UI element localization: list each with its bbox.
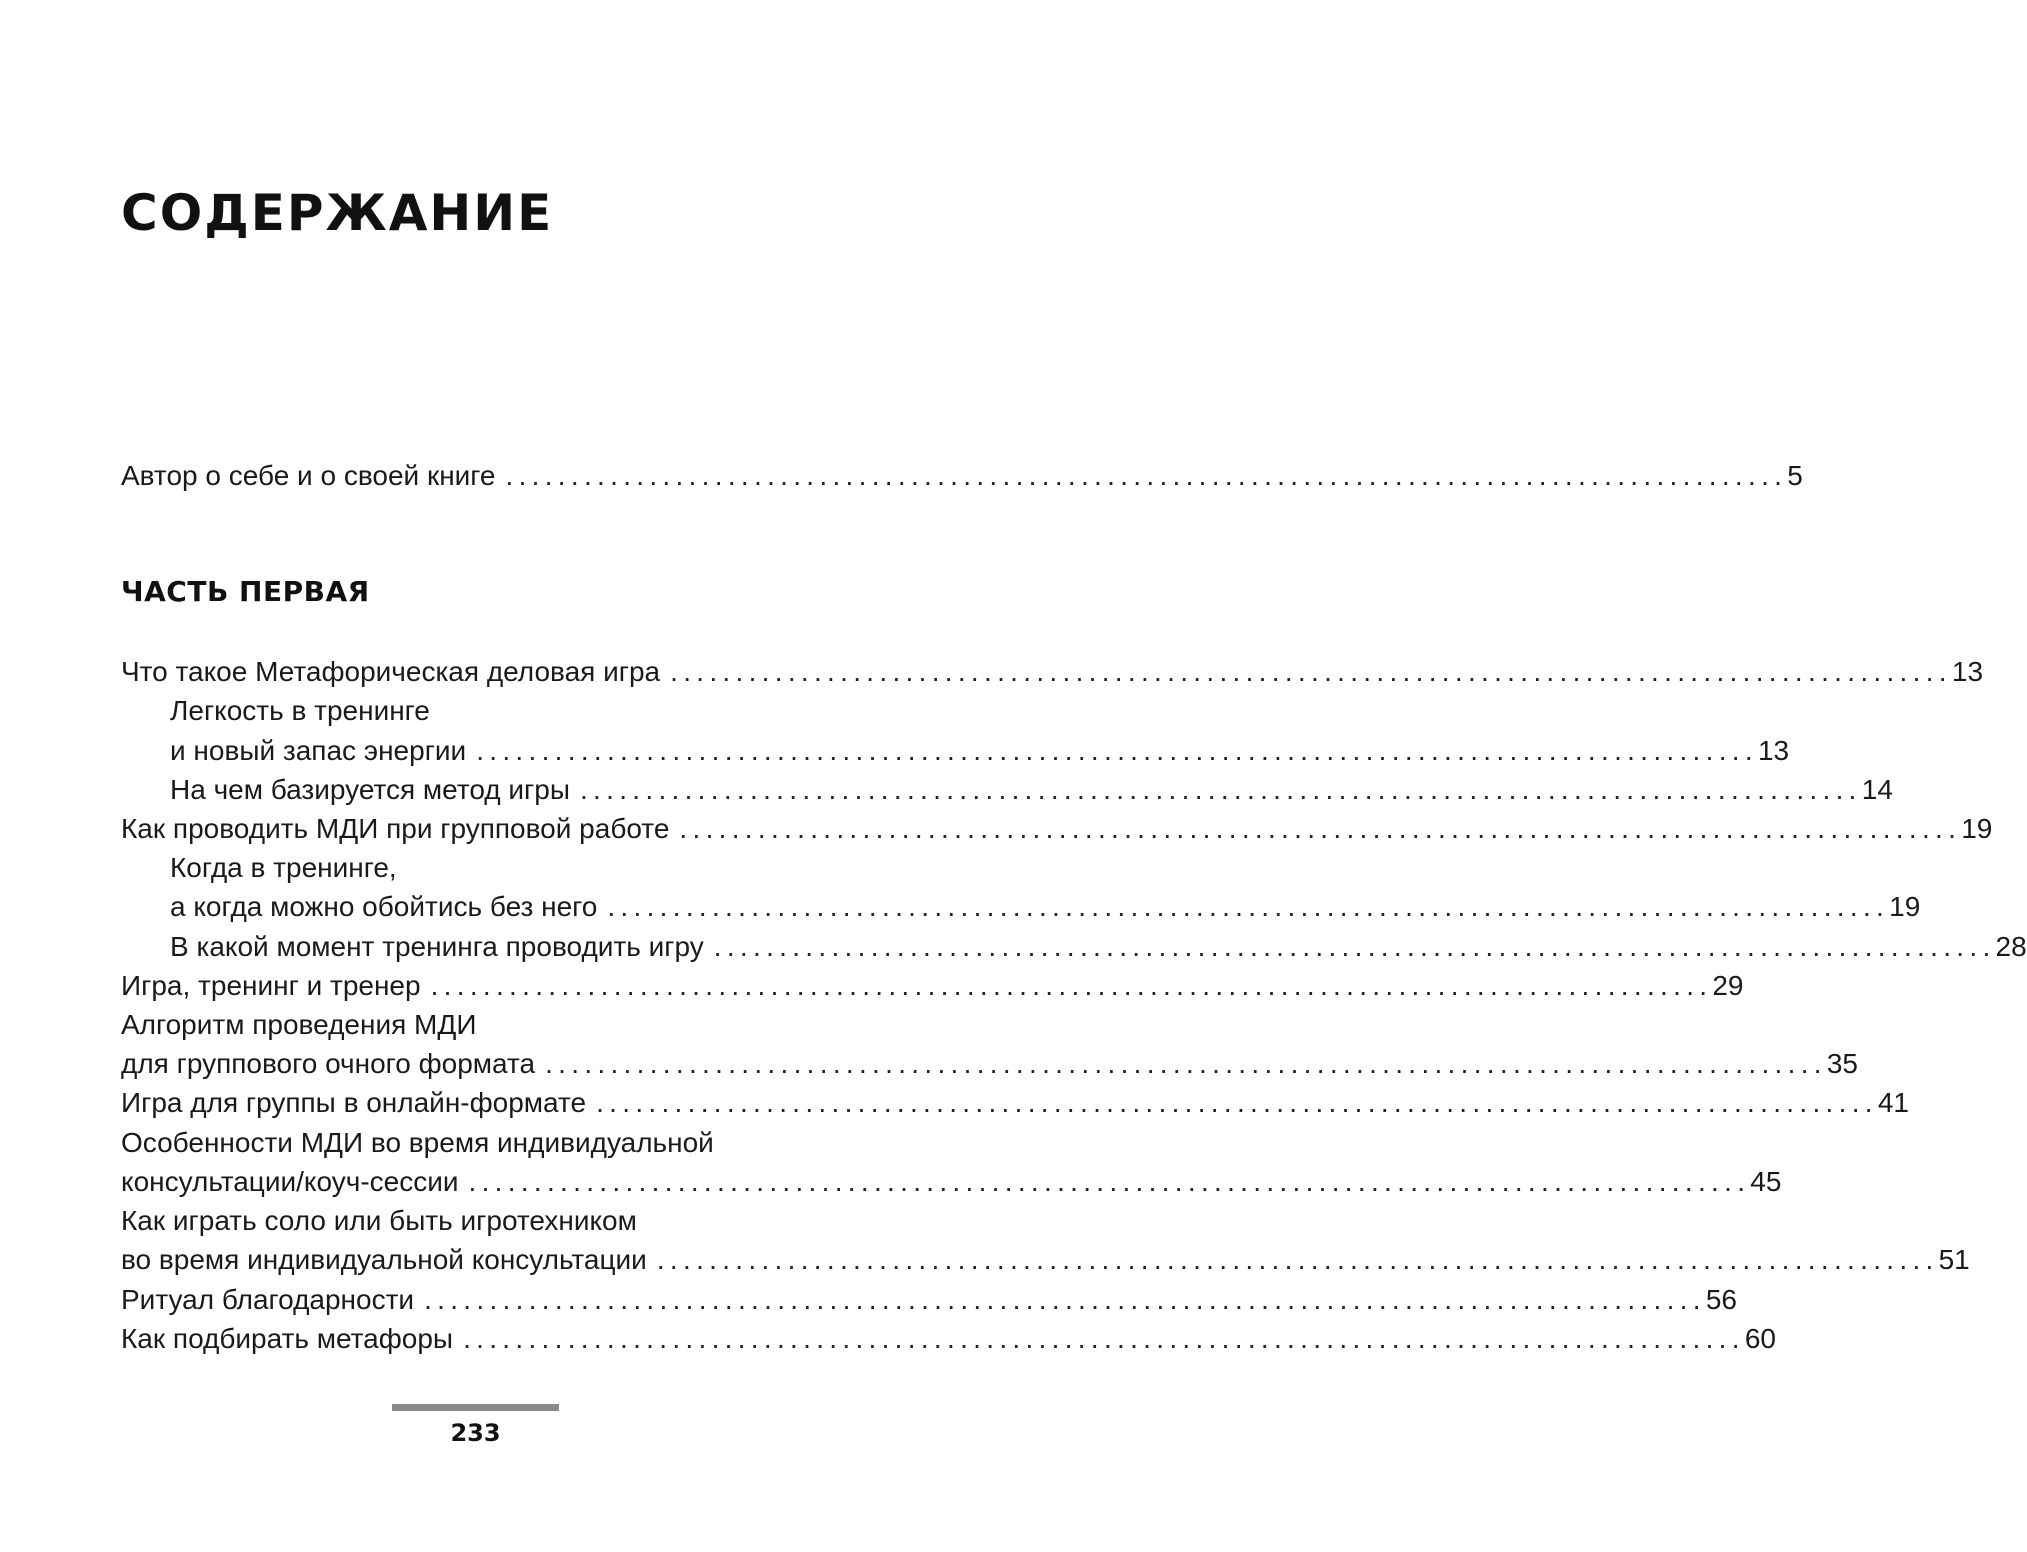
toc-entry (121, 966, 1744, 1006)
toc-page-number: 13 (1757, 735, 1790, 766)
dot-leader: .................................................................................................. (656, 1244, 1939, 1275)
toc-entry-text: Что такое Метафорическая деловая игра (121, 656, 661, 687)
toc-subentry (170, 848, 828, 888)
toc-page-number: 5 (1787, 460, 1803, 491)
toc-entry (121, 1319, 1776, 1359)
dot-leader: .................................................................................................. (476, 735, 1758, 766)
toc-entry-text: Как подбирать метафоры (121, 1323, 454, 1354)
toc-entry-text: В какой момент тренинга проводить игру (170, 931, 704, 962)
toc-page-number: 13 (1951, 656, 1984, 687)
toc-page-number: 19 (1889, 891, 1921, 922)
toc-subentry (170, 927, 2027, 967)
toc-entry-text: Когда в тренинге, (170, 852, 397, 883)
page-title: СОДЕРЖАНИЕ (121, 184, 554, 242)
toc-entry (121, 1044, 1859, 1084)
dot-leader: .................................................................................................. (670, 656, 1952, 687)
toc-page-number: 60 (1744, 1323, 1776, 1354)
toc-entry-text: На чем базируется метод игры (170, 774, 570, 805)
dot-leader: .................................................................................................. (545, 1048, 1827, 1079)
toc-entry-text: Алгоритм проведения МДИ (121, 1009, 477, 1040)
toc-page-number: 28 (1995, 931, 2027, 962)
dot-leader: .................................................................................................. (424, 1284, 1706, 1315)
toc-subentry (170, 731, 1790, 771)
toc-entry-text: Игра, тренинг и тренер (121, 970, 421, 1001)
toc-entry-text: консультации/коуч-сессии (121, 1166, 459, 1197)
toc-entry (121, 652, 1984, 692)
toc-entry-intro (121, 456, 1803, 496)
dot-leader: .................................................................................................. (463, 1323, 1745, 1354)
toc-entry-text: Как проводить МДИ при групповой работе (121, 813, 670, 844)
toc-entry-text: и новый запас энергии (170, 735, 467, 766)
toc-entry (121, 1123, 828, 1163)
toc-page-number: 19 (1961, 813, 1993, 844)
dot-leader: .................................................................................................. (679, 813, 1962, 844)
toc-page-number: 41 (1877, 1087, 1910, 1118)
toc-page-number: 29 (1712, 970, 1744, 1001)
dot-leader: .................................................................................................. (713, 931, 1996, 962)
toc-entry-text: Особенности МДИ во время индивидуальной (121, 1127, 714, 1158)
toc-page-number: 45 (1750, 1166, 1782, 1197)
toc-page-number: 35 (1826, 1048, 1859, 1079)
toc-entry (121, 1005, 828, 1045)
page-number: 233 (450, 1419, 501, 1447)
toc-entry (121, 1280, 1737, 1320)
section-heading: ЧАСТЬ ПЕРВАЯ (121, 575, 370, 608)
toc-page-number: 56 (1705, 1284, 1737, 1315)
toc-entry-text: Игра для группы в онлайн-формате (121, 1087, 587, 1118)
toc-entry (121, 1162, 1782, 1202)
dot-leader: .................................................................................................. (607, 891, 1890, 922)
footer-rule (392, 1404, 559, 1411)
toc-entry-text: Автор о себе и о своей книге (121, 460, 496, 491)
toc-entry (121, 1083, 1910, 1123)
dot-leader: .................................................................................................. (468, 1166, 1751, 1197)
toc-entry-text: а когда можно обойтись без него (170, 891, 598, 922)
dot-leader: .................................................................................................. (579, 774, 1862, 805)
toc-entry-text: Как играть соло или быть игротехником (121, 1205, 637, 1236)
toc-entry (121, 809, 1993, 849)
toc-subentry (170, 887, 1921, 927)
toc-entry-text: во время индивидуальной консультации (121, 1244, 647, 1275)
dot-leader: .................................................................................................. (596, 1087, 1878, 1118)
toc-page-number: 51 (1938, 1244, 1970, 1275)
toc-entry (121, 1201, 828, 1241)
toc-subentry (170, 691, 828, 731)
toc-entry-text: Ритуал благодарности (121, 1284, 415, 1315)
toc-entry-text: Легкость в тренинге (170, 695, 430, 726)
toc-entry-text: для группового очного формата (121, 1048, 536, 1079)
toc-entry (121, 1240, 1970, 1280)
dot-leader: .................................................................................................. (430, 970, 1713, 1001)
dot-leader: .................................................................................................. (505, 460, 1788, 491)
toc-subentry (170, 770, 1893, 810)
toc-page-number: 14 (1861, 774, 1893, 805)
